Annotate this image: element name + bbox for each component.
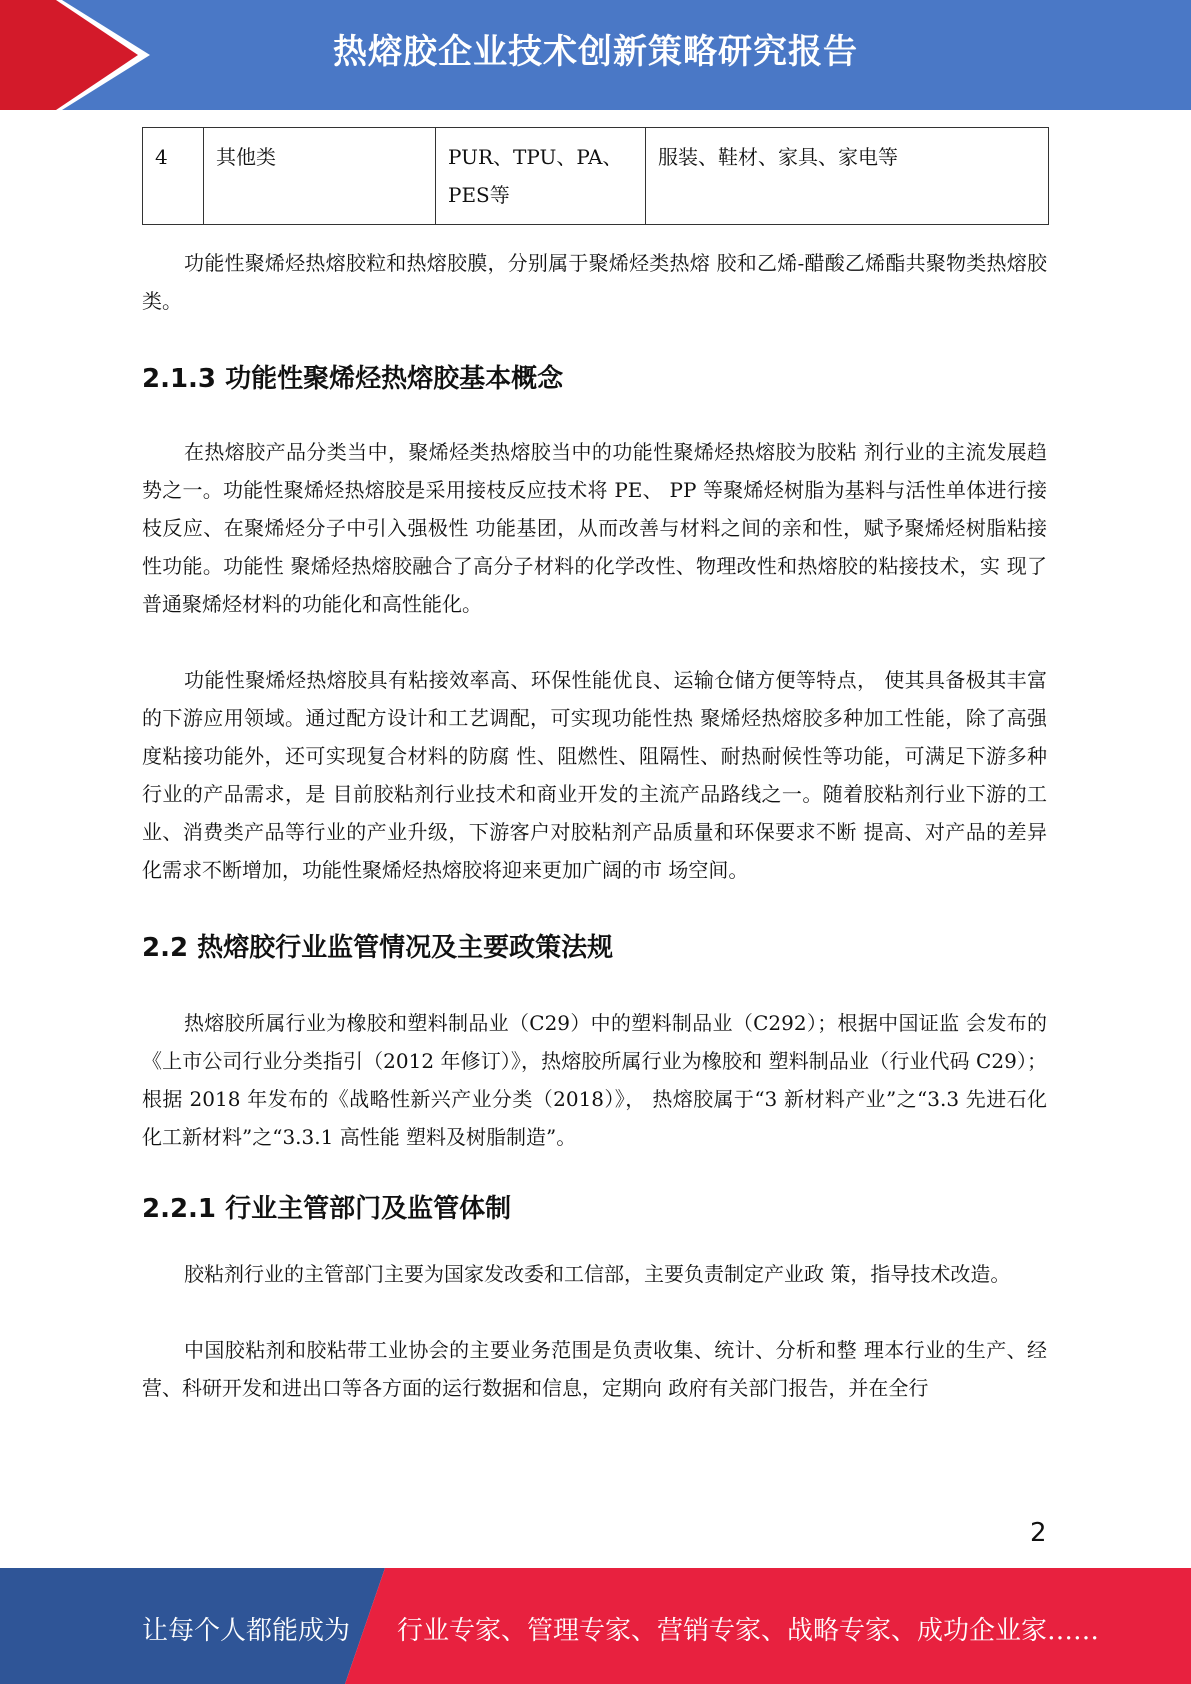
paragraph-concept: 在热熔胶产品分类当中，聚烯烃类热熔胶当中的功能性聚烯烃热熔胶为胶粘 剂行业的主流发展趋势之一。功能性聚烯烃热熔胶是采用接枝反应技术将 PE、 PP 等聚烯烃树脂为基料与活性单体进行接枝反应、在聚烯烃分子中引入强极性 功能基团，从而改善与材料之间的亲和性，赋予聚烯烃树脂粘接性功能。功能性 聚烯烃热熔胶融合了高分子材料的化学改性、物理改性和热熔胶的粘接技术，实 现了普通聚烯烃材料的功能化和高性能化。 [142,440,1047,616]
page-header [0,0,1191,110]
paragraph-industry-classification: 热熔胶所属行业为橡胶和塑料制品业（C29）中的塑料制品业（C292）；根据中国证监 会发布的《上市公司行业分类指引（2012 年修订）》，热熔胶所属行业为橡胶和 塑料制品业（行业代码 C29）；根据 2018 年发布的《战略性新兴产业分类（2018）》， 热熔胶属于“3 新材料产业”之“3.3 先进石化化工新材料”之“3.3.1 高性能 塑料及树脂制造”。 [142,1011,1047,1149]
report-title: 热熔胶企业技术创新策略研究报告 [333,32,858,72]
page-footer [0,1568,1191,1684]
paragraph-association: 中国胶粘剂和胶粘带工业协会的主要业务范围是负责收集、统计、分析和整 理本行业的生产、经营、科研开发和进出口等各方面的运行数据和信息，定期向 政府有关部门报告，并在全行 [142,1338,1047,1400]
section-heading-2-2: 2.2 热熔胶行业监管情况及主要政策法规 [142,933,614,963]
footer-slogan-left: 让每个人都能成为 [142,1616,351,1646]
classification-table [142,127,1049,225]
row-category: 其他类 [204,128,436,225]
footer-slogan-right: 行业专家、管理专家、营销专家、战略专家、成功企业家…… [397,1616,1100,1646]
section-heading-2-2-1: 2.2.1 行业主管部门及监管体制 [142,1194,512,1224]
row-index: 4 [143,128,204,225]
page-number: 2 [1030,1518,1047,1548]
table-row [143,128,1049,225]
paragraph-features: 功能性聚烯烃热熔胶具有粘接效率高、环保性能优良、运输仓储方便等特点， 使其具备极其丰富的下游应用领域。通过配方设计和工艺调配，可实现功能性热 聚烯烃热熔胶多种加工性能，除了高强度粘接功能外，还可实现复合材料的防腐 性、阻燃性、阻隔性、耐热耐候性等功能，可满足下游多种行业的产品需求，是 目前胶粘剂行业技术和商业开发的主流产品路线之一。随着胶粘剂行业下游的工 业、消费类产品等行业的产业升级，下游客户对胶粘剂产品质量和环保要求不断 提高、对产品的差异化需求不断增加，功能性聚烯烃热熔胶将迎来更加广阔的市 场空间。 [142,668,1047,882]
paragraph-authorities: 胶粘剂行业的主管部门主要为国家发改委和工信部，主要负责制定产业政 策，指导技术改造。 [184,1262,1011,1286]
section-heading-2-1-3: 2.1.3 功能性聚烯烃热熔胶基本概念 [142,364,564,394]
document-body [142,244,1047,1407]
row-applications: 服装、鞋材、家具、家电等 [646,128,1049,225]
paragraph-intro: 功能性聚烯烃热熔胶粒和热熔胶膜，分别属于聚烯烃类热熔 胶和乙烯-醋酸乙烯酯共聚物类热熔胶类。 [142,251,1047,313]
row-materials: PUR、TPU、PA、PES等 [436,128,646,225]
